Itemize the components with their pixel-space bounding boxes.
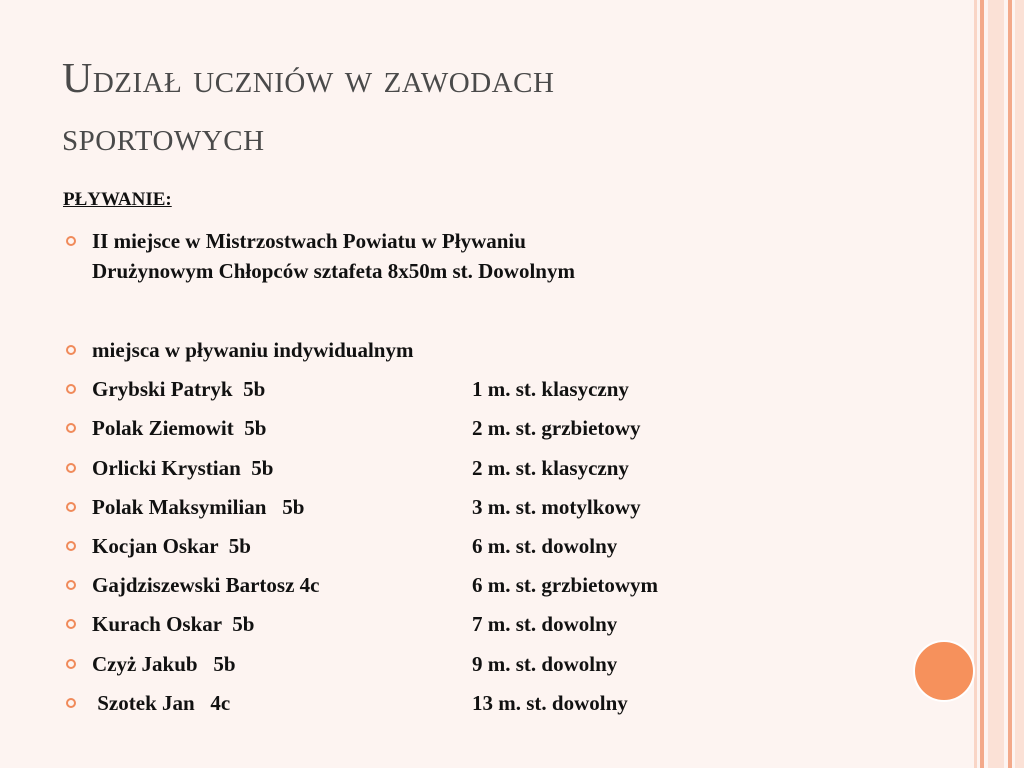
student-name: Gajdziszewski Bartosz 4c [92, 573, 320, 598]
title-line: Udział uczniów w zawodach [62, 56, 555, 102]
decorative-stripes [974, 0, 1024, 768]
student-result: 2 m. st. klasyczny [472, 455, 629, 480]
student-result: 2 m. st. grzbietowy [472, 416, 641, 441]
student-result: 13 m. st. dowolny [472, 690, 628, 715]
student-name: Kurach Oskar 5b [92, 612, 255, 637]
title-line: sportowych [62, 114, 265, 160]
spacer [62, 286, 902, 335]
section-heading: PŁYWANIE: [63, 189, 172, 210]
individual-heading: miejsca w pływaniu indywidualnym [92, 338, 414, 362]
bullet-icon [66, 541, 76, 551]
bullet-icon [66, 580, 76, 590]
bullet-icon [66, 619, 76, 629]
student-name: Polak Ziemowit 5b [92, 416, 267, 441]
result-row [62, 413, 902, 452]
bullet-icon [66, 384, 76, 394]
intro-line: Drużynowym Chłopców sztafeta 8x50m st. Dowolnym [92, 259, 575, 283]
result-row [62, 492, 902, 531]
result-row [62, 453, 902, 492]
bullet-list [62, 226, 902, 727]
student-name: Szotek Jan 4c [92, 690, 231, 715]
decorative-circle [913, 640, 975, 702]
bullet-icon [66, 345, 76, 355]
student-name: Polak Maksymilian 5b [92, 494, 305, 519]
student-name: Czyż Jakub 5b [92, 651, 236, 676]
student-result: 9 m. st. dowolny [472, 651, 618, 676]
list-item [62, 335, 902, 374]
student-result: 6 m. st. dowolny [472, 533, 618, 558]
bullet-icon [66, 502, 76, 512]
slide-title [62, 50, 922, 166]
student-result: 7 m. st. dowolny [472, 612, 618, 637]
bullet-icon [66, 659, 76, 669]
stripe [1015, 0, 1024, 768]
result-row [62, 649, 902, 688]
student-name: Grybski Patryk 5b [92, 377, 266, 402]
result-row [62, 570, 902, 609]
stripe [974, 0, 977, 768]
stripe [980, 0, 984, 768]
list-item [62, 226, 902, 286]
student-result: 1 m. st. klasyczny [472, 377, 629, 402]
bullet-icon [66, 423, 76, 433]
stripe [1008, 0, 1012, 768]
student-name: Kocjan Oskar 5b [92, 533, 251, 558]
result-row [62, 688, 902, 727]
result-row [62, 531, 902, 570]
result-row [62, 374, 902, 413]
intro-line: II miejsce w Mistrzostwach Powiatu w Pływaniu [92, 229, 526, 253]
bullet-icon [66, 698, 76, 708]
result-row [62, 609, 902, 648]
stripe [988, 0, 1004, 768]
student-result: 3 m. st. motylkowy [472, 494, 641, 519]
results-list [62, 374, 902, 727]
student-name: Orlicki Krystian 5b [92, 455, 274, 480]
bullet-icon [66, 236, 76, 246]
bullet-icon [66, 463, 76, 473]
student-result: 6 m. st. grzbietowym [472, 573, 659, 598]
